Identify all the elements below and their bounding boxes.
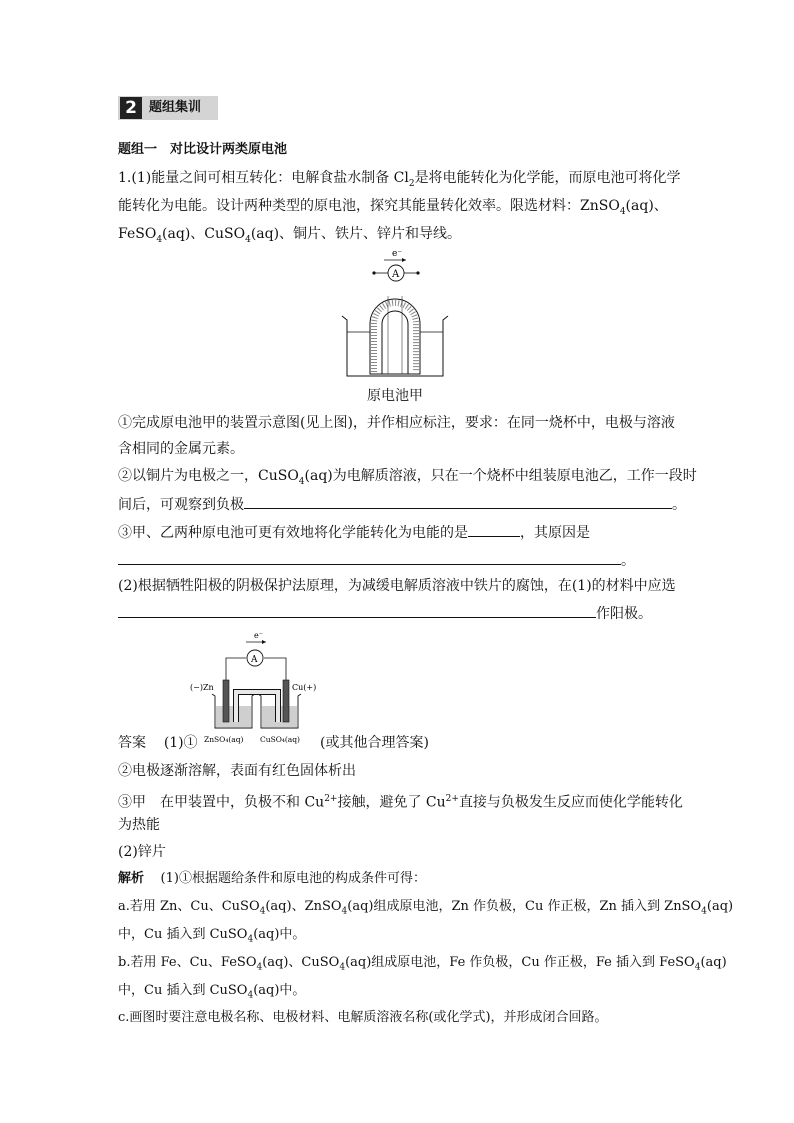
item1-line2: 含相同的金属元素。	[118, 441, 244, 457]
figure1-caption: 原电池甲	[367, 388, 423, 404]
group-title: 题组一 对比设计两类原电池	[118, 142, 288, 157]
answer-line5: (2)锌片	[118, 844, 166, 860]
ammeter-label-2: A	[251, 655, 258, 665]
zn-electrode-label: (−)Zn	[190, 683, 214, 692]
item3-line2: 。	[118, 550, 635, 571]
answer-blank-anode[interactable]	[118, 603, 596, 618]
q1-line2: 能转化为电能。设计两种类型的原电池，探究其能量转化效率。限选材料：ZnSO$_4$(aq)、	[118, 198, 668, 217]
section-title: 题组集训	[149, 100, 202, 115]
electron-label-1: e⁻	[392, 249, 403, 259]
cu-solution-label: CuSO₄(aq)	[260, 735, 300, 744]
analysis-a-line2: 中，Cu 插入到 CuSO$_4$(aq)中。	[118, 927, 306, 945]
section-badge	[118, 96, 218, 120]
answer-line1: 答案 (1)①	[118, 735, 198, 751]
answer-note: (或其他合理答案)	[320, 735, 429, 751]
electron-label-2: e⁻	[254, 631, 263, 640]
answer-blank-reason[interactable]	[118, 550, 621, 565]
section-number: 2	[120, 97, 142, 119]
answer-line3: ③甲 在甲装置中，负极不和 $Cu^{2+}$接触，避免了 $Cu^{2+}$直接与负极发生反应而使化学能转化	[118, 794, 683, 811]
analysis-a-line1: a.若用 Zn、Cu、CuSO$_4$(aq)、ZnSO$_4$(aq)组成原电池，Zn 作负极，Cu 作正极，Zn 插入到 ZnSO$_4$(aq)	[118, 899, 734, 917]
q2-line1: (2)根据牺牲阳极的阴极保护法原理，为减缓电解质溶液中铁片的腐蚀，在(1)的材料中应选	[118, 578, 676, 594]
item2-line1: ②以铜片为电极之一，CuSO$_4$(aq)为电解质溶液，只在一个烧杯中组装原电池乙，工作一段时	[118, 468, 697, 487]
item2-line2: 间后，可观察到负极 。	[118, 494, 686, 515]
answer-label: 答案	[118, 735, 146, 751]
analysis-label: 解析	[118, 871, 145, 886]
zn-solution-label: ZnSO₄(aq)	[204, 735, 244, 744]
analysis-b-line2: 中，Cu 插入到 CuSO$_4$(aq)中。	[118, 983, 306, 1001]
q1-line1: 1.(1)能量之间可相互转化：电解食盐水制备 $Cl_2$是将电能转化为化学能，而原电池可将化学	[118, 170, 681, 189]
analysis-b-line1: b.若用 Fe、Cu、FeSO$_4$(aq)、CuSO$_4$(aq)组成原电池，Fe 作负极，Cu 作正极，Fe 插入到 FeSO$_4$(aq)	[118, 955, 727, 973]
ammeter-label-1: A	[392, 269, 400, 280]
item3-line1: ③甲、乙两种原电池可更有效地将化学能转化为电能的是 ，其原因是	[118, 522, 590, 543]
analysis-c-line: c.画图时要注意电极名称、电极材料、电解质溶液名称(或化学式)，并形成闭合回路。	[118, 1010, 608, 1025]
galvanic-cell-a-diagram	[330, 246, 460, 382]
answer-line2: ②电极逐渐溶解，表面有红色固体析出	[118, 763, 356, 779]
answer-blank-which-cell[interactable]	[468, 522, 520, 537]
item1-line1: ①完成原电池甲的装置示意图(见上图)，并作相应标注，要求：在同一烧杯中，电极与溶液	[118, 415, 675, 431]
galvanic-cell-b-diagram	[188, 630, 324, 748]
q1-line3: FeSO$_4$(aq)、CuSO$_4$(aq)、铜片、铁片、锌片和导线。	[118, 226, 462, 245]
analysis-line1: 解析 (1)①根据题给条件和原电池的构成条件可得：	[118, 871, 426, 886]
answer-blank-negative-electrode[interactable]	[244, 494, 672, 509]
cu-electrode-label: Cu(+)	[292, 683, 317, 692]
q2-line2: 作阳极。	[118, 603, 652, 624]
answer-line4: 为热能	[118, 817, 160, 833]
